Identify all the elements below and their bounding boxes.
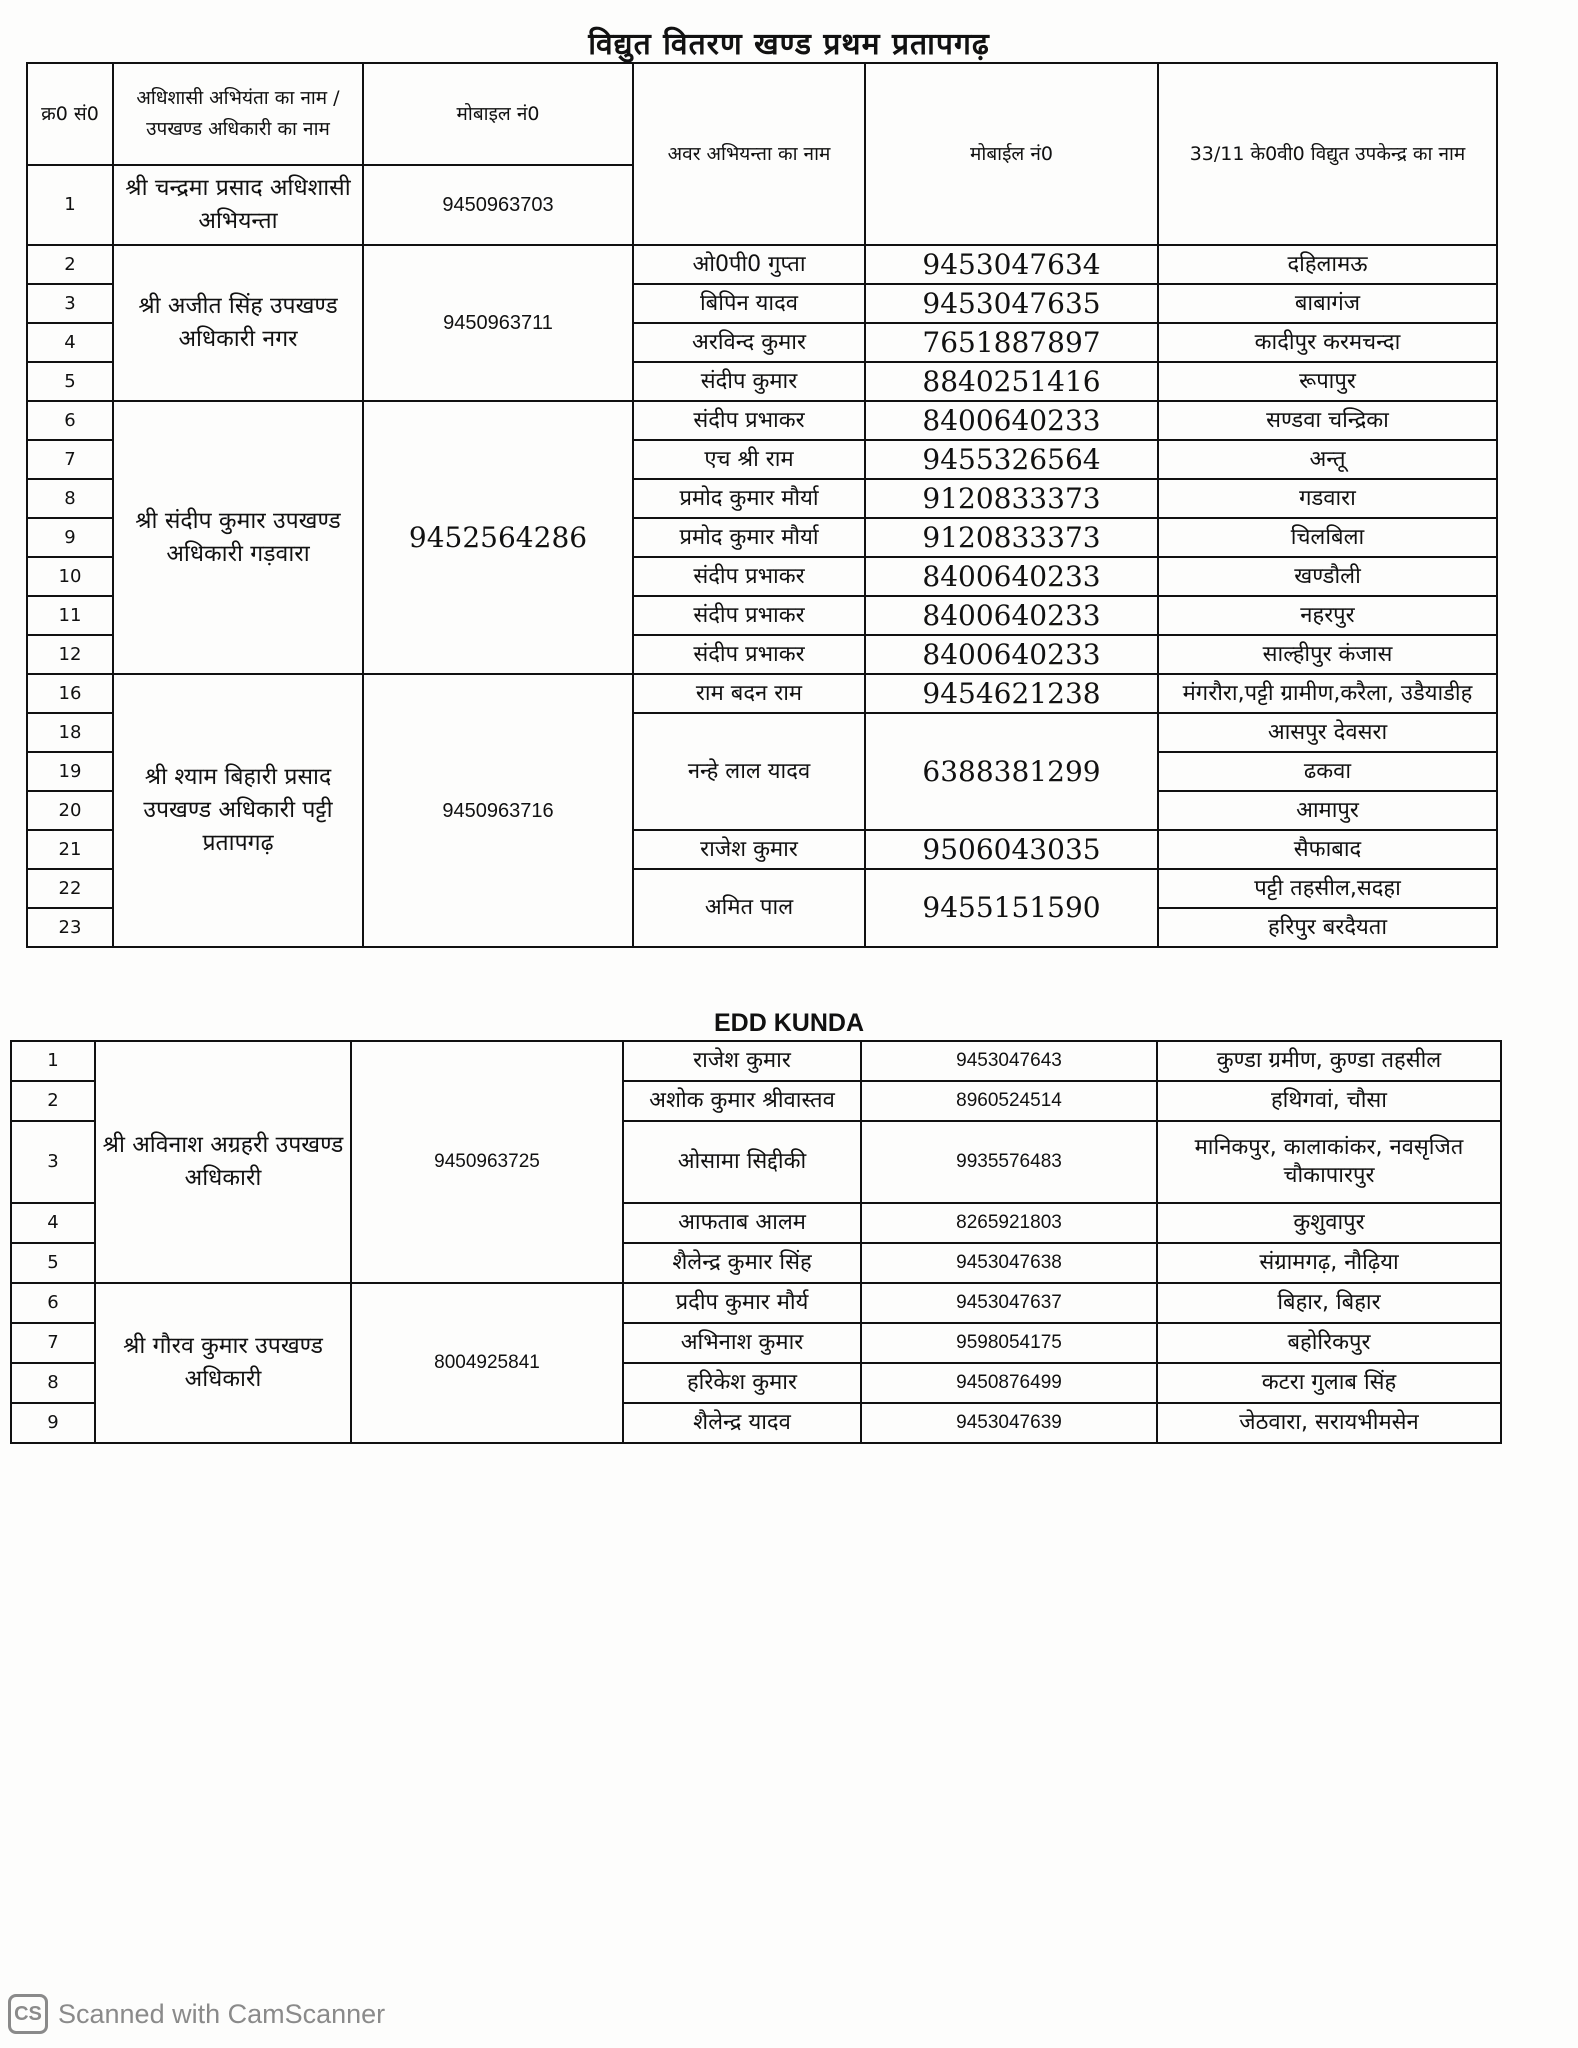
table-row <box>27 401 1497 440</box>
je-mobile: 9598054175 <box>861 1323 1157 1363</box>
officer-mobile: 8004925841 <box>351 1283 623 1443</box>
je-mobile: 8400640233 <box>865 557 1158 596</box>
officer-mobile: 9450963716 <box>363 674 633 947</box>
je-mobile: 9453047635 <box>865 284 1158 323</box>
officer-name: श्री गौरव कुमार उपखण्ड अधिकारी <box>95 1283 351 1443</box>
substation-name: चिलबिला <box>1158 518 1497 557</box>
substation-name: दहिलामऊ <box>1158 245 1497 284</box>
header-officer: अधिशासी अभियंता का नाम / उपखण्ड अधिकारी का नाम <box>113 63 363 165</box>
je-name: नन्हे लाल यादव <box>633 713 865 830</box>
officer-mobile: 9452564286 <box>363 401 633 674</box>
serial-number: 4 <box>27 323 113 362</box>
je-name: ओसामा सिद्दीकी <box>623 1121 861 1203</box>
serial-number: 9 <box>11 1403 95 1443</box>
je-mobile: 9450876499 <box>861 1363 1157 1403</box>
je-name: ओ0पी0 गुप्ता <box>633 245 865 284</box>
serial-number: 4 <box>11 1203 95 1243</box>
officer-mobile: 9450963703 <box>363 165 633 245</box>
scanner-watermark <box>8 1994 385 2034</box>
je-mobile: 8400640233 <box>865 401 1158 440</box>
substation-name: संग्रामगढ़, नौढ़िया <box>1157 1243 1501 1283</box>
scanner-text: Scanned with CamScanner <box>58 1998 386 2029</box>
serial-number: 5 <box>11 1243 95 1283</box>
officer-name: श्री श्याम बिहारी प्रसाद उपखण्ड अधिकारी पट्टी प्रतापगढ़ <box>113 674 363 947</box>
camscanner-logo-icon: CS <box>8 1994 48 2034</box>
je-name: एच श्री राम <box>633 440 865 479</box>
substation-name: खण्डौली <box>1158 557 1497 596</box>
je-mobile: 9506043035 <box>865 830 1158 869</box>
substation-name: कटरा गुलाब सिंह <box>1157 1363 1501 1403</box>
je-name: अशोक कुमार श्रीवास्तव <box>623 1081 861 1121</box>
table-row <box>11 1041 1501 1081</box>
serial-number: 12 <box>27 635 113 674</box>
je-name: राजेश कुमार <box>633 830 865 869</box>
serial-number: 5 <box>27 362 113 401</box>
je-name: राम बदन राम <box>633 674 865 713</box>
kunda-division-table <box>10 1040 1502 1444</box>
je-name: संदीप प्रभाकर <box>633 596 865 635</box>
substation-name: हरिपुर बरदैयता <box>1158 908 1497 947</box>
substation-name: बहोरिकपुर <box>1157 1323 1501 1363</box>
serial-number: 1 <box>27 165 113 245</box>
substation-name: कुण्डा ग्रमीण, कुण्डा तहसील <box>1157 1041 1501 1081</box>
serial-number: 8 <box>11 1363 95 1403</box>
serial-number: 3 <box>11 1121 95 1203</box>
header-row <box>27 63 1497 165</box>
section-subtitle: EDD KUNDA <box>714 1009 864 1037</box>
je-name: शैलेन्द्र यादव <box>623 1403 861 1443</box>
serial-number: 8 <box>27 479 113 518</box>
serial-number: 7 <box>11 1323 95 1363</box>
page-title: विद्युत वितरण खण्ड प्रथम प्रतापगढ़ <box>588 27 990 62</box>
officer-name: श्री चन्द्रमा प्रसाद अधिशासी अभियन्ता <box>113 165 363 245</box>
serial-number: 2 <box>11 1081 95 1121</box>
je-mobile: 9453047637 <box>861 1283 1157 1323</box>
substation-name: साल्हीपुर कंजास <box>1158 635 1497 674</box>
serial-number: 1 <box>11 1041 95 1081</box>
officer-mobile: 9450963725 <box>351 1041 623 1283</box>
serial-number: 6 <box>11 1283 95 1323</box>
je-mobile: 7651887897 <box>865 323 1158 362</box>
table-row <box>27 245 1497 284</box>
serial-number: 22 <box>27 869 113 908</box>
je-mobile: 8400640233 <box>865 635 1158 674</box>
officer-mobile: 9450963711 <box>363 245 633 401</box>
je-name: बिपिन यादव <box>633 284 865 323</box>
substation-name: मानिकपुर, कालाकांकर, नवसृजित चौकापारपुर <box>1157 1121 1501 1203</box>
table-row <box>11 1283 1501 1323</box>
je-mobile: 9455151590 <box>865 869 1158 947</box>
je-name: अभिनाश कुमार <box>623 1323 861 1363</box>
serial-number: 23 <box>27 908 113 947</box>
substation-name: ढकवा <box>1158 752 1497 791</box>
substation-name: मंगरौरा,पट्टी ग्रामीण,करैला, उडैयाडीह <box>1158 674 1497 713</box>
serial-number: 3 <box>27 284 113 323</box>
substation-name: सैफाबाद <box>1158 830 1497 869</box>
je-name: राजेश कुमार <box>623 1041 861 1081</box>
je-name: शैलेन्द्र कुमार सिंह <box>623 1243 861 1283</box>
serial-number: 2 <box>27 245 113 284</box>
officer-name: श्री अविनाश अग्रहरी उपखण्ड अधिकारी <box>95 1041 351 1283</box>
header-je-mobile: मोबाईल नं0 <box>865 63 1158 245</box>
substation-name: कुशुवापुर <box>1157 1203 1501 1243</box>
substation-name: रूपापुर <box>1158 362 1497 401</box>
je-mobile: 8265921803 <box>861 1203 1157 1243</box>
je-name: संदीप प्रभाकर <box>633 401 865 440</box>
je-mobile: 9453047639 <box>861 1403 1157 1443</box>
je-name: अमित पाल <box>633 869 865 947</box>
je-mobile: 8960524514 <box>861 1081 1157 1121</box>
je-mobile: 9454621238 <box>865 674 1158 713</box>
substation-name: बाबागंज <box>1158 284 1497 323</box>
substation-name: कादीपुर करमचन्दा <box>1158 323 1497 362</box>
serial-number: 6 <box>27 401 113 440</box>
substation-name: हथिगवां, चौसा <box>1157 1081 1501 1121</box>
officer-name: श्री संदीप कुमार उपखण्ड अधिकारी गड़वारा <box>113 401 363 674</box>
substation-name: बिहार, बिहार <box>1157 1283 1501 1323</box>
je-mobile: 9455326564 <box>865 440 1158 479</box>
je-name: हरिकेश कुमार <box>623 1363 861 1403</box>
serial-number: 19 <box>27 752 113 791</box>
header-je: अवर अभियन्ता का नाम <box>633 63 865 245</box>
division-table <box>26 62 1498 948</box>
substation-name: जेठवारा, सरायभीमसेन <box>1157 1403 1501 1443</box>
je-mobile: 6388381299 <box>865 713 1158 830</box>
je-mobile: 8400640233 <box>865 596 1158 635</box>
serial-number: 20 <box>27 791 113 830</box>
je-name: प्रदीप कुमार मौर्य <box>623 1283 861 1323</box>
substation-name: अन्तू <box>1158 440 1497 479</box>
serial-number: 7 <box>27 440 113 479</box>
officer-name: श्री अजीत सिंह उपखण्ड अधिकारी नगर <box>113 245 363 401</box>
je-name: आफताब आलम <box>623 1203 861 1243</box>
substation-name: नहरपुर <box>1158 596 1497 635</box>
serial-number: 18 <box>27 713 113 752</box>
je-mobile: 9453047634 <box>865 245 1158 284</box>
je-mobile: 9120833373 <box>865 479 1158 518</box>
je-mobile: 9120833373 <box>865 518 1158 557</box>
header-substation: 33/11 के0वी0 विद्युत उपकेन्द्र का नाम <box>1158 63 1497 245</box>
je-mobile: 8840251416 <box>865 362 1158 401</box>
header-sn: क्र0 सं0 <box>27 63 113 165</box>
je-mobile: 9935576483 <box>861 1121 1157 1203</box>
header-officer-mobile: मोबाइल नं0 <box>363 63 633 165</box>
substation-name: गडवारा <box>1158 479 1497 518</box>
je-mobile: 9453047643 <box>861 1041 1157 1081</box>
serial-number: 11 <box>27 596 113 635</box>
substation-name: पट्टी तहसील,सदहा <box>1158 869 1497 908</box>
substation-name: सण्डवा चन्द्रिका <box>1158 401 1497 440</box>
serial-number: 10 <box>27 557 113 596</box>
je-name: अरविन्द कुमार <box>633 323 865 362</box>
je-name: संदीप प्रभाकर <box>633 635 865 674</box>
je-name: संदीप प्रभाकर <box>633 557 865 596</box>
substation-name: आसपुर देवसरा <box>1158 713 1497 752</box>
serial-number: 9 <box>27 518 113 557</box>
substation-name: आमापुर <box>1158 791 1497 830</box>
je-name: प्रमोद कुमार मौर्या <box>633 518 865 557</box>
je-name: प्रमोद कुमार मौर्या <box>633 479 865 518</box>
serial-number: 21 <box>27 830 113 869</box>
je-name: संदीप कुमार <box>633 362 865 401</box>
je-mobile: 9453047638 <box>861 1243 1157 1283</box>
serial-number: 16 <box>27 674 113 713</box>
